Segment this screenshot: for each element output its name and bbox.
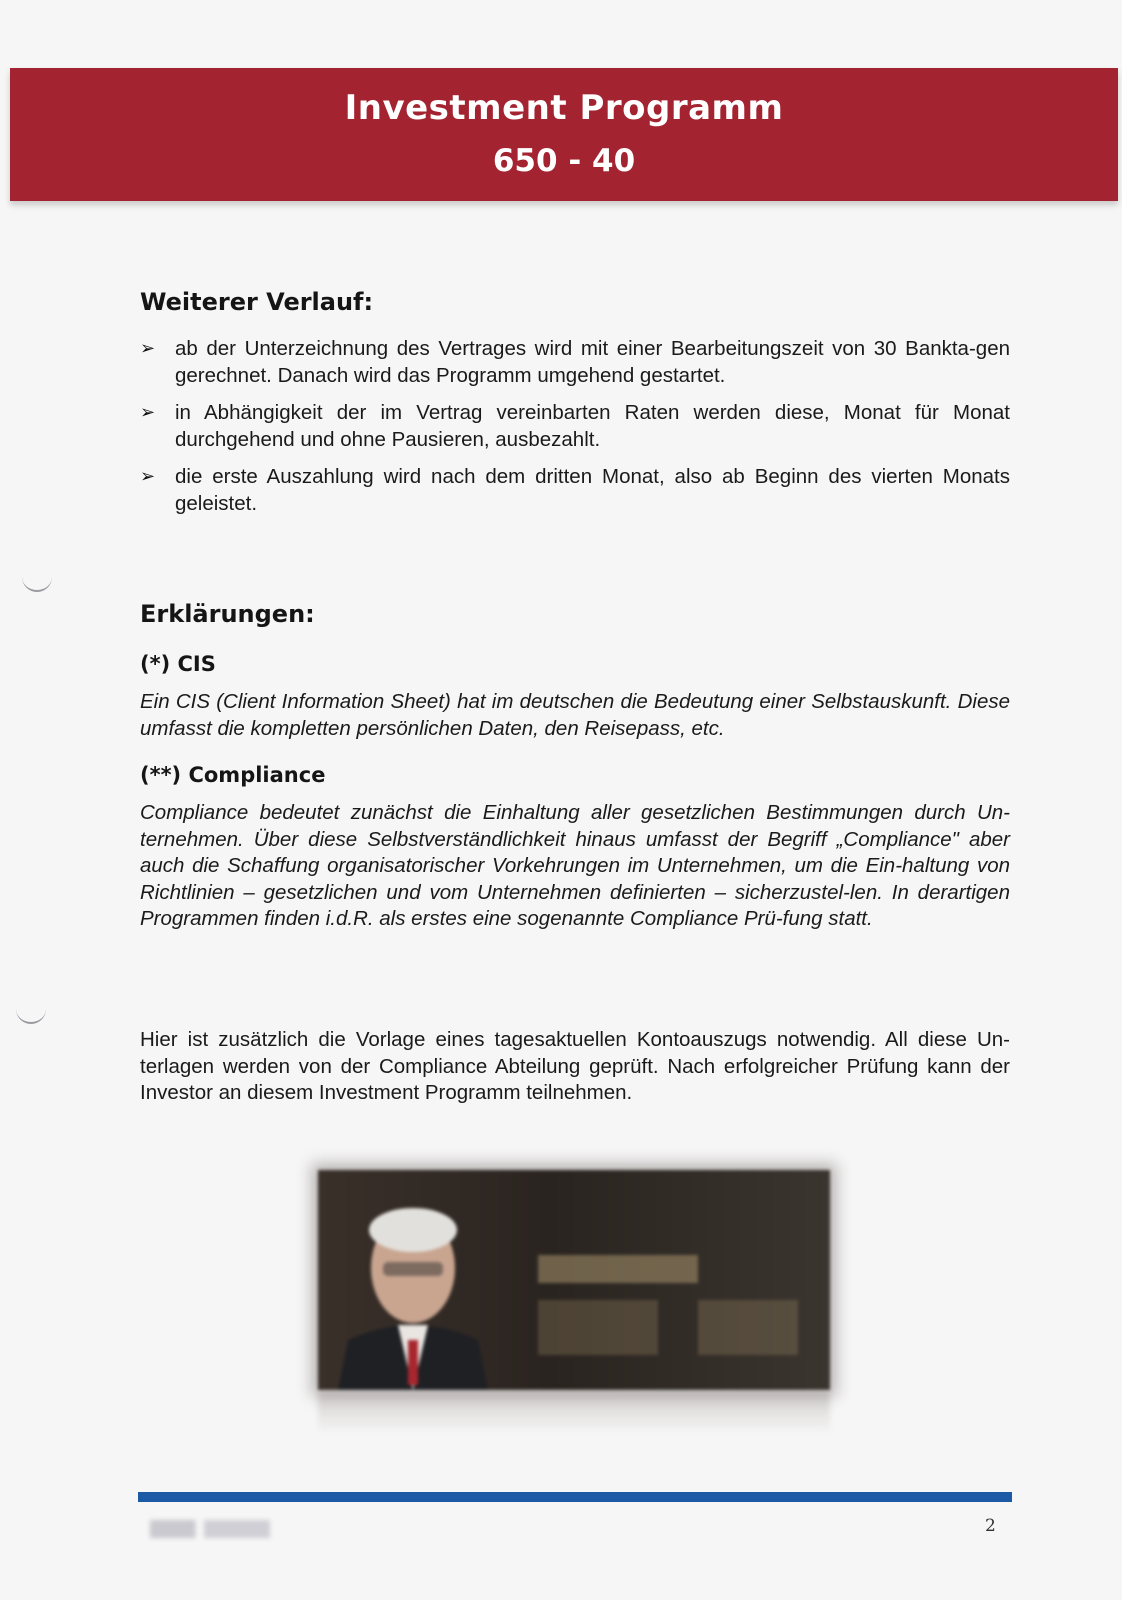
photo-reflection	[318, 1392, 830, 1434]
list-item-text: die erste Auszahlung wird nach dem dritten Monat, also ab Beginn des vierten Monats geleistet.	[175, 465, 1010, 515]
program-code: 650 - 40	[492, 143, 636, 179]
compliance-heading: (**) Compliance	[140, 763, 326, 787]
page-number: 2	[985, 1516, 996, 1536]
punch-hole-mark	[22, 572, 52, 592]
compliance-explanation: Compliance bedeutet zunächst die Einhaltung aller gesetzlichen Bestimmungen durch Un-ternehmen. Über diese Selbstverständlichkeit hinaus umfasst der Begriff „Compliance" aber auch die Schaffung organisatorischer Vorkehrungen im Unternehmen, um die Ein-haltung von Richtlinien – gesetzlichen und vom Unternehmen definierten – sicherzustel-len. In derartigen Programmen finden i.d.R. als erstes eine sogenannte Compliance Prü-fung statt.	[140, 801, 1010, 930]
person-silhouette	[338, 1190, 488, 1390]
closing-paragraph: Hier ist zusätzlich die Vorlage eines tagesaktuellen Kontoauszugs notwendig. All diese Un-terlagen werden von der Compliance Abteilung geprüft. Nach erfolgreicher Prüfung kann der Investor an diesem Investment Programm teilnehmen.	[140, 1028, 1010, 1104]
section-heading-weiterer-verlauf: Weiterer Verlauf:	[140, 288, 374, 316]
cis-heading: (*) CIS	[140, 652, 216, 676]
header-banner	[10, 68, 1118, 201]
list-item-text: ab der Unterzeichnung des Vertrages wird mit einer Bearbeitungszeit von 30 Bankta-gen gerechnet. Danach wird das Programm umgehend gestartet.	[175, 337, 1010, 387]
section-heading-erklaerungen: Erklärungen:	[140, 600, 315, 628]
footer-rule	[138, 1492, 1012, 1502]
blurred-portrait-photo	[318, 1170, 830, 1390]
blurred-caption	[538, 1255, 698, 1283]
list-item	[140, 335, 1010, 389]
arrowhead-bullet-icon: ➢	[140, 338, 156, 358]
blurred-caption	[538, 1300, 658, 1355]
arrowhead-bullet-icon: ➢	[140, 466, 156, 486]
list-item-text: in Abhängigkeit der im Vertrag vereinbarten Raten werden diese, Monat für Monat durchgehend und ohne Pausieren, ausbezahlt.	[175, 401, 1010, 451]
cis-explanation: Ein CIS (Client Information Sheet) hat im deutschen die Bedeutung einer Selbstauskunft. Diese umfasst die kompletten persönlichen Daten, den Reisepass, etc.	[140, 690, 1010, 740]
verlauf-bullet-list	[140, 335, 1010, 527]
punch-hole-mark	[16, 1004, 46, 1024]
list-item	[140, 399, 1010, 453]
blurred-footer-text	[150, 1520, 270, 1538]
arrowhead-bullet-icon: ➢	[140, 402, 156, 422]
list-item	[140, 463, 1010, 517]
page-title: Investment Programm	[344, 88, 784, 128]
blurred-caption	[698, 1300, 798, 1355]
